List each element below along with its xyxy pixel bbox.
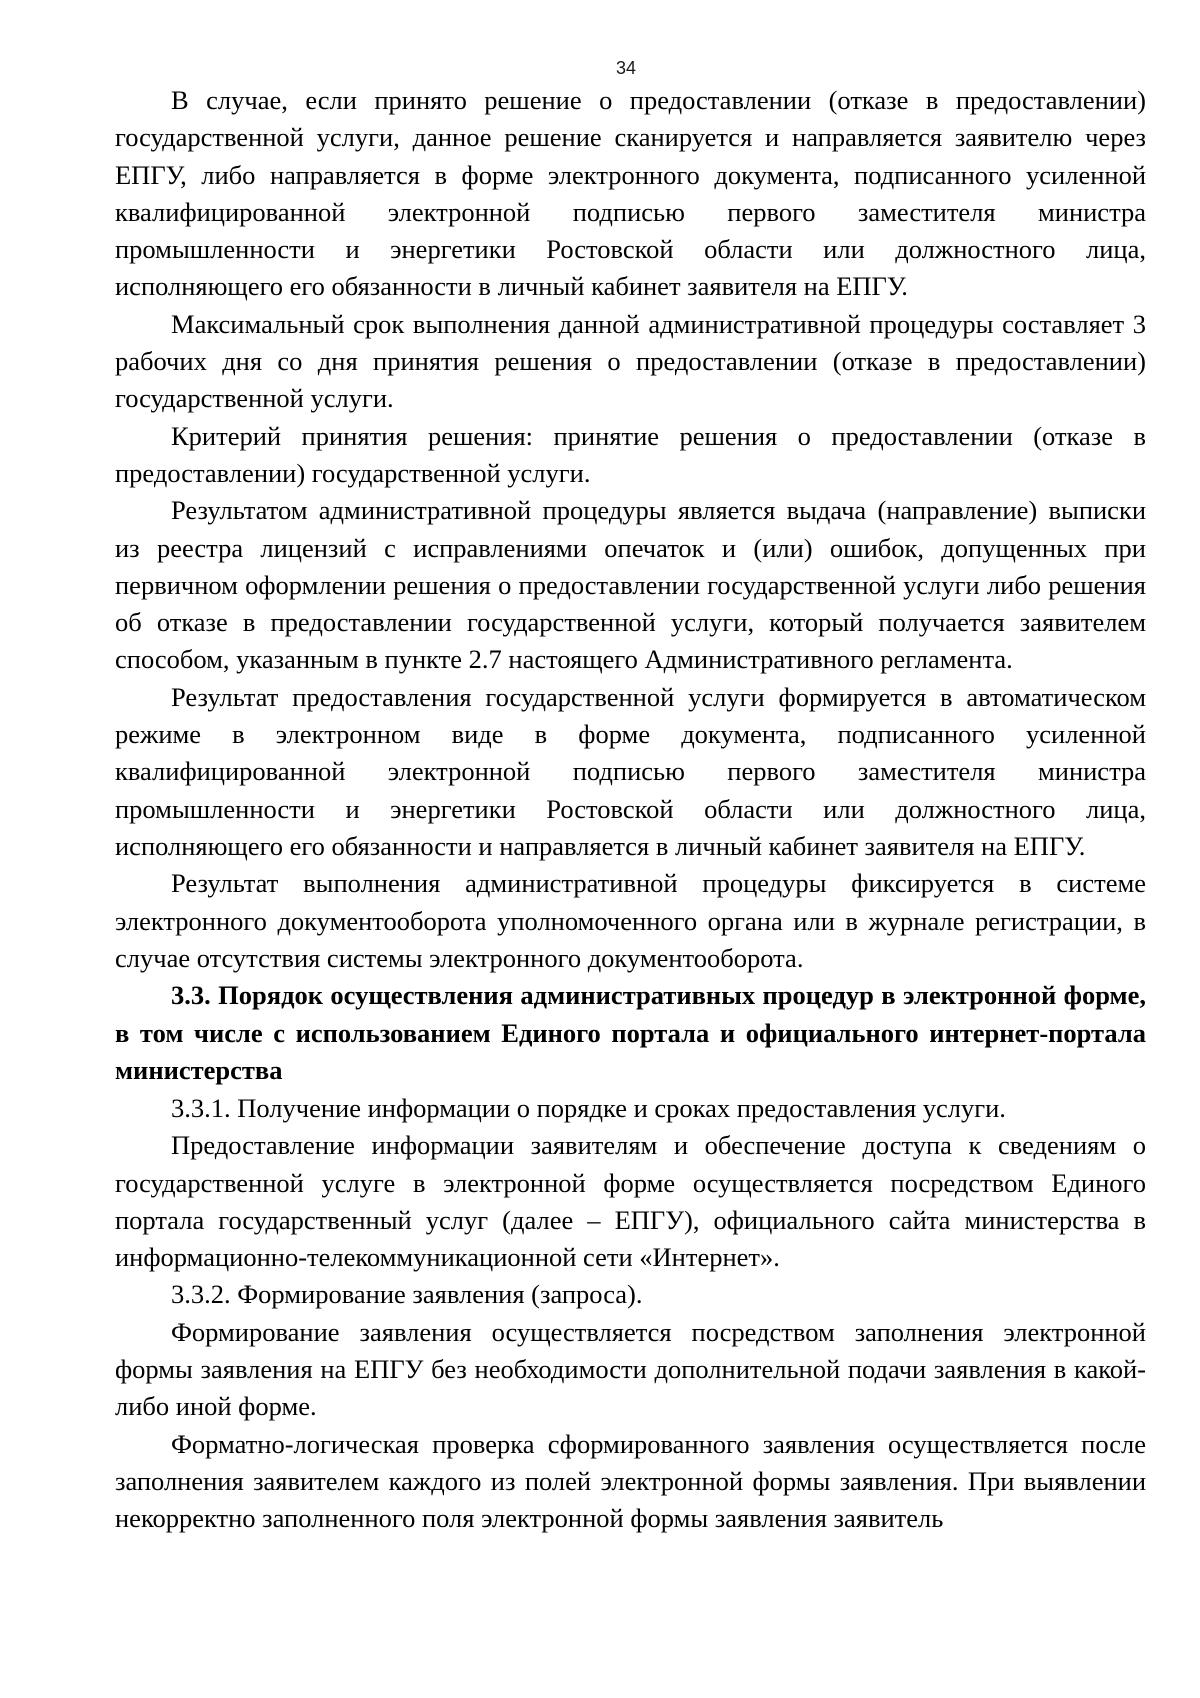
paragraph-info-access: Предоставление информации заявителям и обеспечение доступа к сведениям о государственной услуге в электронной форме осуществляется посредством Единого портала государственный услуг (далее – ЕПГУ), официального сайта министерства в информационно-телекоммуникационной сети «Интернет». bbox=[115, 1130, 1146, 1273]
paragraph-3-3-1: 3.3.1. Получение информации о порядке и сроках предоставления услуги. bbox=[171, 1092, 1006, 1123]
paragraph-3-3-2: 3.3.2. Формирование заявления (запроса). bbox=[171, 1279, 643, 1310]
paragraph-application-forming: Формирование заявления осуществляется посредством заполнения электронной формы заявления на ЕПГУ без необходимости дополнительной подачи заявления в какой-либо иной форме. bbox=[115, 1316, 1146, 1422]
section-heading-3-3: 3.3. Порядок осуществления административных процедур в электронной форме, в том числе с использованием Единого портала и официального интернет-портала министерства bbox=[115, 980, 1146, 1086]
paragraph-service-result: Результат предоставления государственной услуги формируется в автоматическом режиме в электронном виде в форме документа, подписанного усиленной квалифицированной электронной подписью первого заместителя министра промышленности и энергетики Ростовской области или должностного лица, исполняющего его обязанности и направляется в личный кабинет заявителя на ЕПГУ. bbox=[115, 681, 1146, 861]
paragraph-decision-criterion: Критерий принятия решения: принятие решения о предоставлении (отказе в предоставлении) государственной услуги. bbox=[115, 420, 1146, 488]
paragraph-format-check: Форматно-логическая проверка сформированного заявления осуществляется после заполнения заявителем каждого из полей электронной формы заявления. При выявлении некорректно заполненного поля электронной формы заявления заявитель bbox=[115, 1428, 1146, 1534]
paragraph-result-registration: Результат выполнения административной процедуры фиксируется в системе электронного документооборота уполномоченного органа или в журнале регистрации, в случае отсутствия системы электронного документооборота. bbox=[115, 868, 1146, 973]
paragraph-procedure-result: Результатом административной процедуры является выдача (направление) выписки из реестра лицензий с исправлениями опечаток и (или) ошибок, допущенных при первичном оформлении решения о предоставлении государственной услуги либо решения об отказе в предоставлении государственной услуги, который получается заявителем способом, указанным в пункте 2.7 настоящего Административного регламента. bbox=[115, 495, 1146, 675]
paragraph-decision-delivery: В случае, если принято решение о предоставлении (отказе в предоставлении) государственной услуги, данное решение сканируется и направляется заявителю через ЕПГУ, либо направляется в форме электронного документа, подписанного усиленной квалифицированной электронной подписью первого заместителя министра промышленности и энергетики Ростовской области или должностного лица, исполняющего его обязанности в личный кабинет заявителя на ЕПГУ. bbox=[115, 85, 1146, 302]
page-number: 34 bbox=[615, 58, 637, 78]
paragraph-max-term: Максимальный срок выполнения данной административной процедуры составляет 3 рабочих дня со дня принятия решения о предоставлении (отказе в предоставлении) государственной услуги. bbox=[115, 308, 1146, 414]
document-body bbox=[115, 82, 1146, 1537]
